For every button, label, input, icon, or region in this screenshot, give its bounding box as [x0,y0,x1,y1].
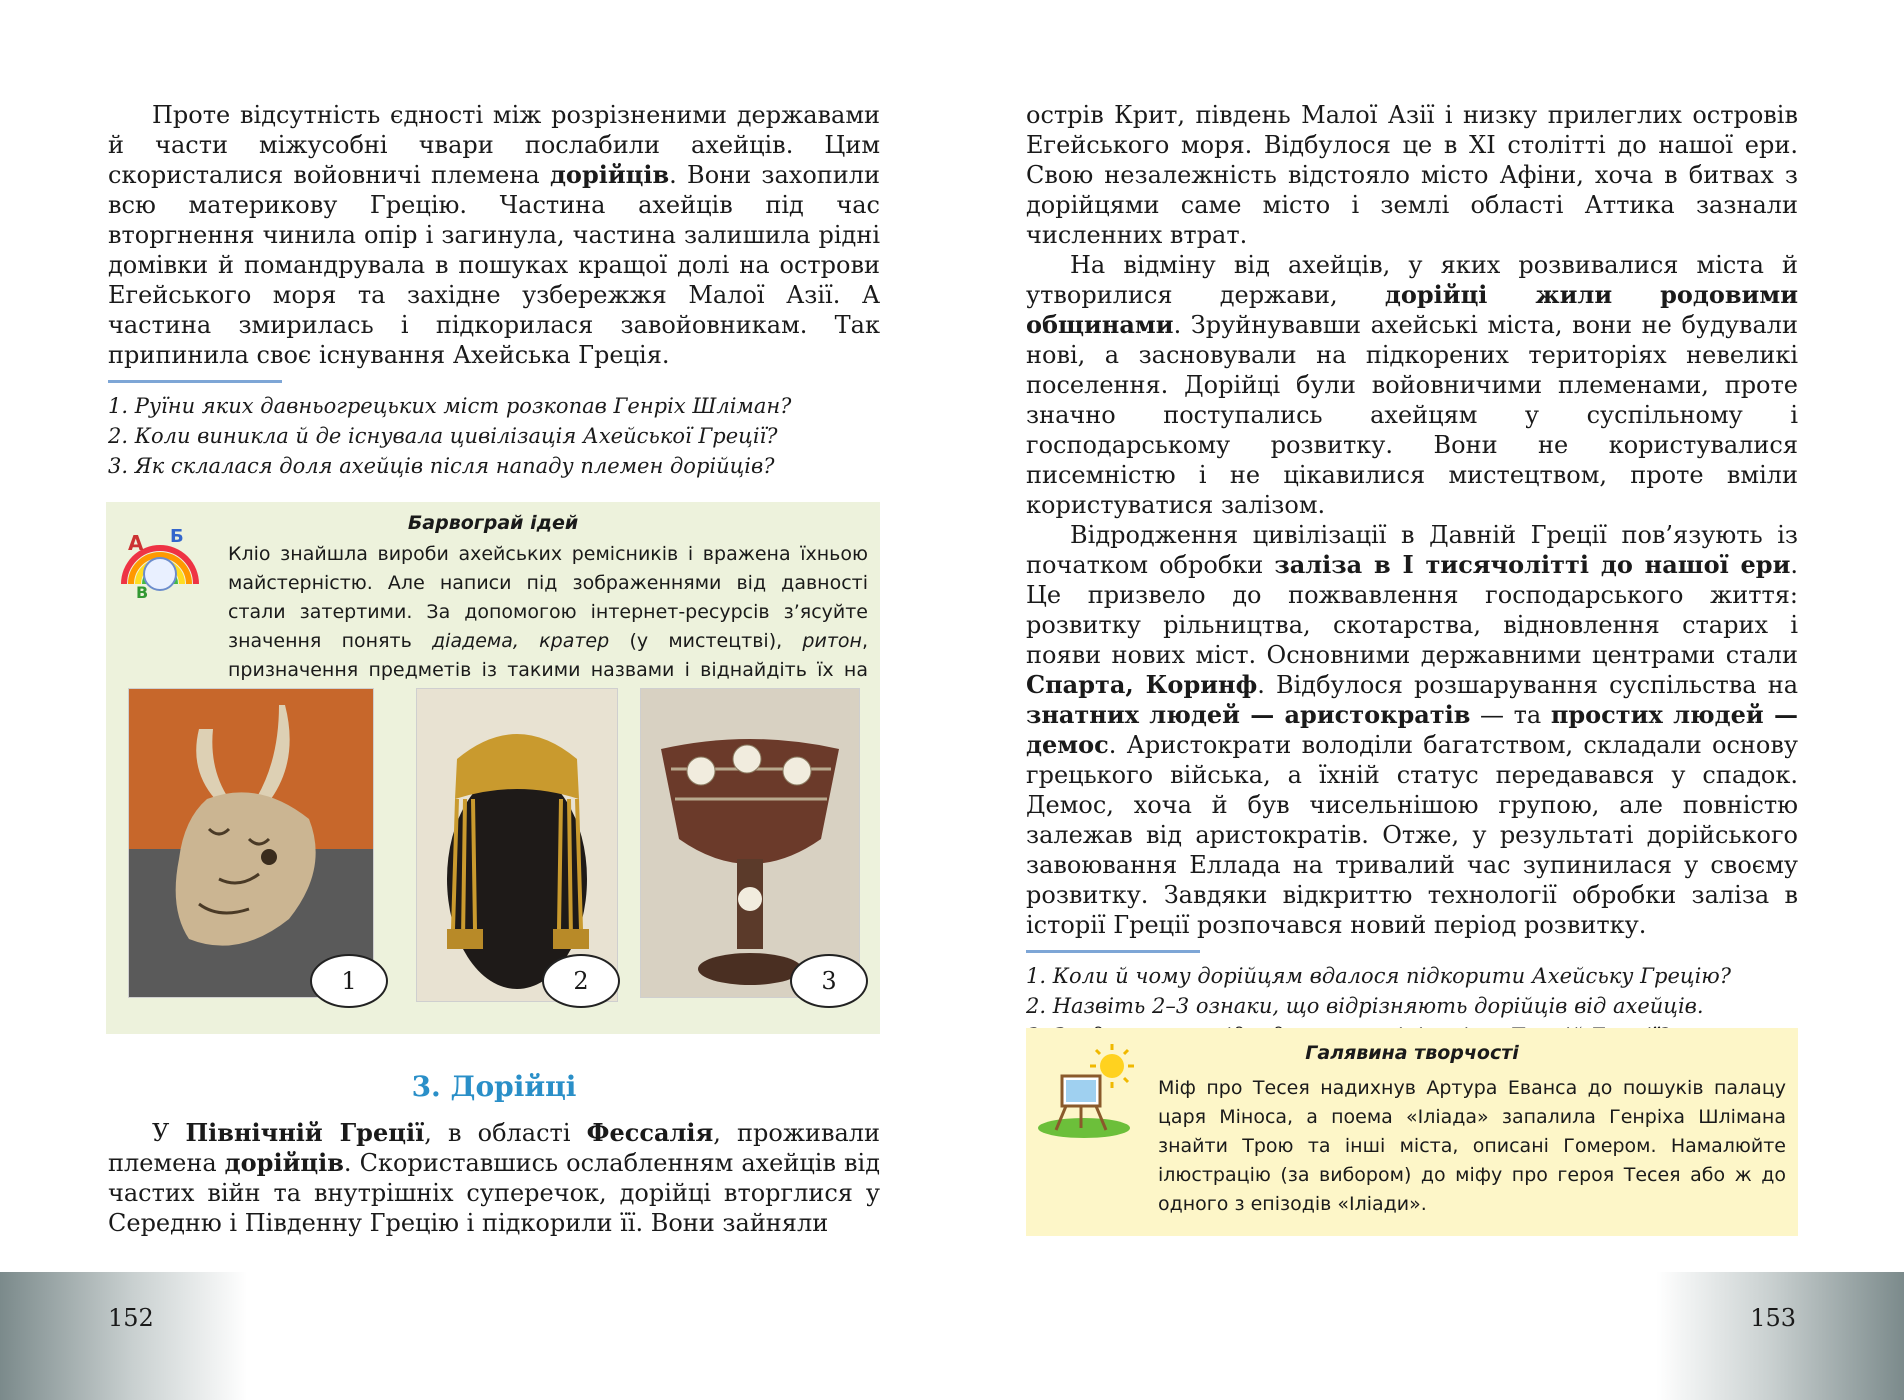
text-run: . Відбулося розшарування суспільства на [1257,671,1799,699]
creativity-box-title: Галявина творчості [1305,1042,1519,1064]
italic-run: діадема, кратер [432,630,610,652]
right-text-column [1026,100,1798,1051]
section-title: 3. Дорійці [411,1070,577,1103]
text-run: . Скориставшись ослабленням ахейців від частих війн та внутрішніх суперечок, дорійці вторглися у Середню і Південну Грецію і підкорили її. Вони зайняли [108,1149,881,1237]
text-run: Кліо знайшла вироби ахейських ремісників і вражена їхньою майстерністю. Але написи під зображеннями від давності стали затертими. За допомогою інтернет-ресурсів з’ясуйте значення понять [228,543,868,652]
svg-text:В: В [136,583,149,602]
bold-run: дорійців [549,160,670,189]
bold-run: заліза в І тисячолітті до нашої ери [1274,550,1791,579]
right-page [952,0,1904,1400]
text-run: . Вони захопили всю материкову Грецію. Частина ахейців під час вторгнення чинила опір і загинула, частина залишила рідні домівки й помандрувала в пошуках кращої долі на острови Егейського моря та західне узбережжя Малої Азії. А частина змирилась і підкорилася завойовникам. Так припинила своє існування Ахейська Греція. [108,161,880,369]
page-footer-band [952,1272,1904,1400]
bold-run: простих людей — демос [1026,700,1798,759]
photo-krater [640,688,860,998]
bold-run: знатних людей — аристократів [1026,700,1471,729]
left-questions [108,391,880,481]
text-run: (у мистецтві), [609,630,803,652]
bold-run: дорійці жили родовими общинами [1026,280,1799,339]
question-item: 1. Руїни яких давньогрецьких міст розкопав Генріх Шліман? [108,394,792,418]
photo-label: 3 [790,954,868,1008]
question-item: 2. Назвіть 2–3 ознаки, що відрізняють дорійців від ахейців. [1026,994,1704,1018]
bold-run: дорійців [224,1148,344,1177]
bold-run: Північній Греції [185,1118,425,1147]
question-item: 3. Як склалася доля ахейців після нападу племен дорійців? [108,454,775,478]
question-item: 2. Коли виникла й де існувала цивілізація Ахейської Греції? [108,424,778,448]
italic-run: ритон [802,630,862,652]
page-number: 152 [108,1304,154,1332]
questions-divider [1026,950,1200,953]
photo-label: 1 [310,954,388,1008]
right-paragraph-2 [1026,250,1798,520]
left-paragraph-1 [108,100,880,370]
text-run: Проте відсутність єдності між розрізненими державами й части міжусобні чвари послабили ахейців. Цим скористалися войовничі племена [108,101,880,189]
question-item: 1. Коли й чому дорійцям вдалося підкорити Ахейську Грецію? [1026,964,1732,988]
creativity-box [1026,1028,1798,1236]
questions-divider [108,380,282,383]
text-run: , в області [424,1119,587,1147]
text-run: , призначення предметів із такими назвами і віднайдіть їх на [228,630,868,681]
text-run: острів Крит, південь Малої Азії і низку прилеглих островів Егейського моря. Відбулося це в ХІ столітті до нашої ери. Свою незалежність відстояло місто Афіни, хоча в битвах з дорійцями саме місто і землі області Аттика зазнали численних втрат. [1026,101,1798,249]
left-lower-text [108,1118,880,1238]
text-run: — та [1470,701,1551,729]
right-paragraph-3 [1026,520,1798,940]
text-run: Відродження цивілізації в Давній Греції пов’язують із початком обробки [1026,521,1798,579]
svg-text:А: А [128,531,144,555]
text-run: , проживали племена [108,1119,881,1177]
photo-label: 2 [542,954,620,1008]
photo-rhyton [128,688,374,998]
svg-text:Б: Б [170,526,184,547]
text-run: . Зруйнувавши ахейські міста, вони не будували нові, а засновували на підкорених територіях невеликі поселення. Дорійці були войовничими племенами, проте значно поступались ахейцям у суспільному і господарському розвитку. Вони не користувалися писемністю і не цікавилися мистецтвом, проте вміли користуватися залізом. [1026,311,1798,519]
text-run: . Це призвело до пожвавлення господарського життя: розвитку рільництва, скотарства, відновлення старих і появи нових міст. Основними державними центрами стали [1026,551,1799,669]
bold-run: Спарта, Коринф [1026,670,1258,699]
right-paragraph-1 [1026,100,1798,250]
page-footer-band [0,1272,952,1400]
bold-run: Фессалія [586,1118,714,1147]
left-paragraph-2 [108,1118,880,1238]
creativity-box-body: Міф про Тесея надихнув Артура Еванса до пошуків палацу царя Міноса, а поема «Іліада» запалила Генріха Шлімана знайти Трою та інші міста, описані Гомером. Намалюйте ілюстрацію (за вибором) до міфу про героя Тесея або ж до одного з епізодів «Іліади». [1158,1077,1786,1215]
text-run: У [152,1119,186,1147]
ideas-box-title: Барвограй ідей [407,512,579,534]
text-run: На відміну від ахейців, у яких розвивалися міста й утворилися держави, [1026,251,1798,309]
text-run: . Аристократи володіли багатством, складали основу грецького війська, а їхній статус передавався у спадок. Демос, хоча й був чисельнішою групою, але повністю залежав від аристократів. Отже, у результаті дорійського завоювання Еллада на тривалий час зупинилася у своєму розвитку. Завдяки відкриттю технології обробки заліза в історії Греції розпочався новий період розвитку. [1026,731,1798,939]
creativity-box-text [1038,1074,1786,1219]
page-number: 153 [1750,1304,1796,1332]
left-text-column [108,100,880,481]
